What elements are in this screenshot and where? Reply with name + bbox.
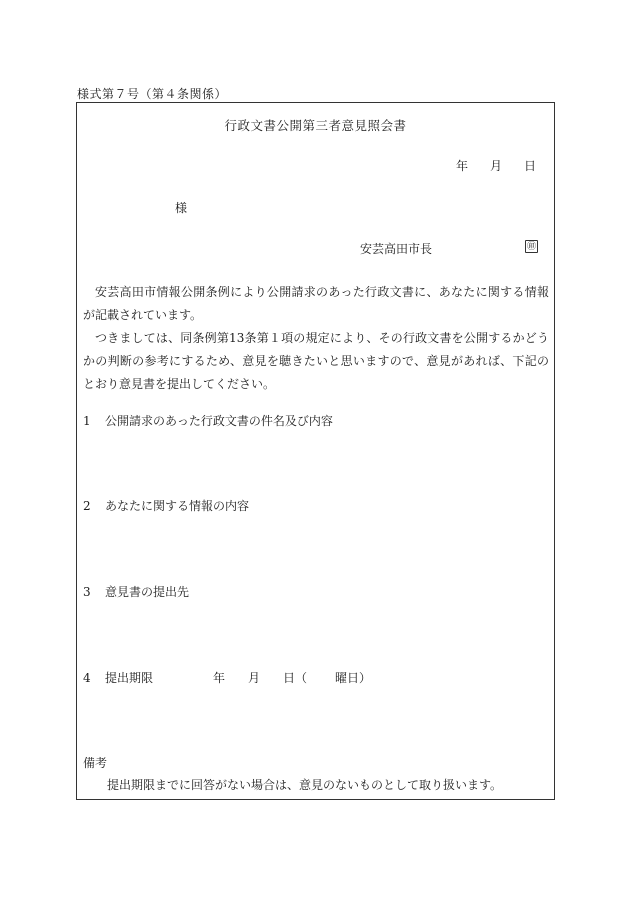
item-1-label: 公開請求のあった行政文書の件名及び内容	[105, 414, 333, 428]
item-4-label: 提出期限	[105, 671, 154, 685]
document-frame	[76, 102, 555, 800]
item-3-label: 意見書の提出先	[105, 585, 190, 599]
deadline-weekday: 曜日）	[335, 671, 372, 685]
date-year: 年	[455, 159, 468, 173]
body-text	[83, 281, 549, 396]
notes-text: 提出期限までに回答がない場合は、意見のないものとして取り扱います。	[107, 778, 503, 792]
item-2-number: 2	[83, 499, 91, 513]
seal-mark: ㊞	[526, 242, 536, 252]
document-title: 行政文書公開第三者意見照会書	[224, 118, 407, 133]
item-1-number: 1	[83, 414, 91, 428]
item-2	[83, 497, 249, 514]
date-month: 月	[489, 159, 502, 173]
item-2-label: あなたに関する情報の内容	[105, 499, 250, 513]
sender-name: 安芸高田市長	[360, 242, 433, 256]
deadline-year: 年	[213, 671, 226, 685]
item-3-number: 3	[83, 585, 91, 599]
addressee-honorific: 様	[175, 201, 188, 215]
item-1	[83, 412, 333, 429]
body-paragraph-1: 安芸高田市情報公開条例により公開請求のあった行政文書に、あなたに関する情報が記載されています。	[83, 285, 549, 322]
deadline-day: 日（	[283, 671, 308, 685]
date-row	[456, 157, 536, 174]
notes-heading: 備考	[83, 756, 108, 770]
date-day: 日	[523, 159, 536, 173]
item-3	[83, 583, 189, 600]
item-4	[83, 669, 153, 686]
deadline-month: 月	[248, 671, 261, 685]
body-paragraph-2: つきましては、同条例第13条第１項の規定により、その行政文書を公開するかどうかの判断の参考にするため、意見を聴きたいと思いますので、意見があれば、下記のとおり意見書を提出してください。	[83, 331, 549, 391]
deadline-date	[213, 669, 371, 686]
item-4-number: 4	[83, 671, 91, 685]
form-number-label: 様式第７号（第４条関係）	[77, 87, 228, 101]
